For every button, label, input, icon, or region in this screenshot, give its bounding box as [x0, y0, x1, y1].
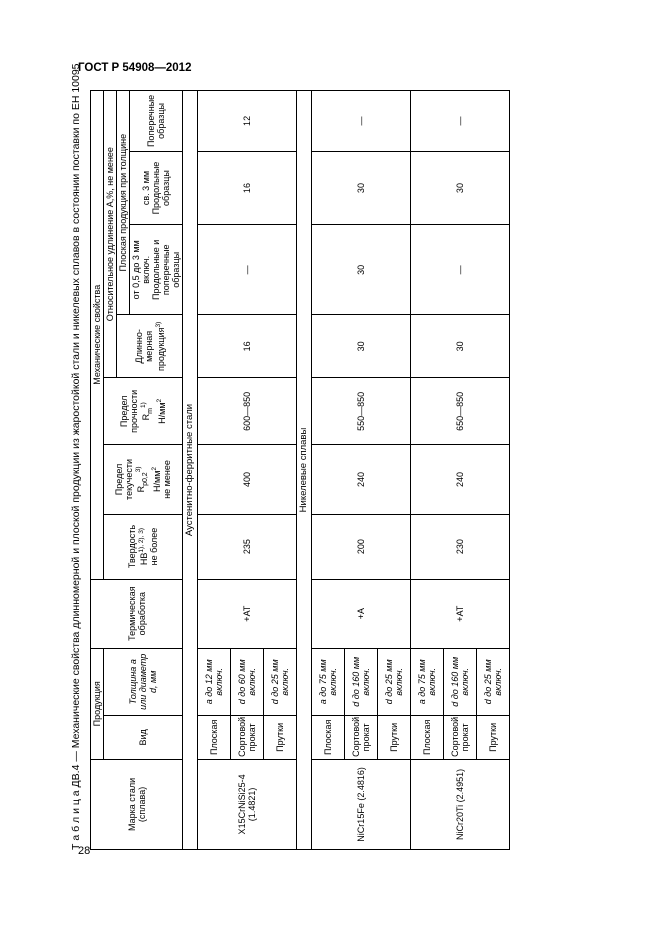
section-title: Аустенитно-ферритные стали	[183, 91, 198, 850]
table-row	[411, 91, 444, 850]
kind-cell: Плоская	[411, 715, 444, 759]
col-heat: Термическая обработка	[91, 579, 183, 648]
hardness-cell: 200	[312, 514, 411, 579]
kind-cell: Сортовой прокат	[444, 715, 477, 759]
section-title: Никелевые сплавы	[297, 91, 312, 850]
yield-subscript: p0,2	[141, 472, 149, 486]
long-elongation-cell: 16	[198, 315, 297, 378]
col-t2-transverse: Поперечные образцы	[130, 91, 183, 152]
long-elongation-cell: 30	[411, 315, 510, 378]
kind-cell: Сортовой прокат	[231, 715, 264, 759]
yield-cell: 400	[198, 445, 297, 514]
col-flat-product: Плоская продукция при толщине	[117, 91, 130, 315]
tensile-label: Предел прочности R	[118, 389, 151, 433]
kind-cell: Прутки	[264, 715, 297, 759]
col-product: Продукция	[91, 648, 104, 759]
page-number: 28	[78, 845, 91, 857]
col-hardness	[104, 514, 183, 579]
flat-t1-cell: —	[411, 225, 510, 315]
long-elongation-cell: 30	[312, 315, 411, 378]
thickness-cell: a до 12 мм включ.	[198, 648, 231, 715]
standard-header: ГОСТ Р 54908—2012	[78, 62, 192, 74]
flat-transverse-cell: 12	[198, 91, 297, 152]
yield-unit: Н/мм	[152, 470, 163, 492]
yield-cell: 240	[312, 445, 411, 514]
flat-longitudinal-cell: 30	[312, 151, 411, 224]
hardness-label: Твердость HB	[127, 524, 149, 569]
yield-tail: не менее	[162, 460, 173, 499]
kind-cell: Сортовой прокат	[345, 715, 378, 759]
col-t2-longitudinal	[130, 151, 183, 224]
thickness-cell: d до 60 мм включ.	[231, 648, 264, 715]
table-row	[312, 91, 345, 850]
tensile-cell: 550—850	[312, 378, 411, 445]
t1-direction: Продольные и поперечные образцы	[151, 239, 181, 300]
col-kind: Вид	[104, 715, 183, 759]
col-tensile: Предел прочности $R_m^{1)}$ $Н/мм^2$	[104, 378, 183, 445]
table-row	[198, 91, 231, 850]
flat-longitudinal-cell: 30	[411, 151, 510, 224]
yield-footnote: 3)	[134, 466, 142, 473]
kind-cell: Плоская	[312, 715, 345, 759]
flat-transverse-cell: —	[312, 91, 411, 152]
tensile-subscript: m	[146, 408, 154, 414]
t1-label: от 0,5 до 3 мм включ.	[131, 240, 151, 300]
hardness-footnote: 1), 2), 3)	[138, 528, 145, 553]
col-mech: Механические свойства	[91, 91, 104, 580]
table-body	[183, 91, 510, 850]
long-product-label: Длинно-мерная продукция	[133, 327, 166, 371]
thickness-cell: d до 25 мм включ.	[378, 648, 411, 715]
yield-label: Предел текучести R	[113, 459, 146, 500]
heat-treatment-cell: +A	[312, 579, 411, 648]
thickness-cell: d до 25 мм включ.	[264, 648, 297, 715]
long-product-footnote: 3)	[154, 321, 162, 328]
flat-transverse-cell: —	[411, 91, 510, 152]
flat-t1-cell: 30	[312, 225, 411, 315]
heat-treatment-cell: +AT	[198, 579, 297, 648]
t2-longitudinal: Продольные образцы	[151, 161, 171, 215]
yield-cell: 240	[411, 445, 510, 514]
col-grade: Марка стали (сплава)	[91, 759, 183, 849]
tensile-unit: Н/мм	[157, 402, 168, 424]
thickness-cell: d до 160 мм включ.	[444, 648, 477, 715]
grade-cell: X15CrNiSi25-4 (1.4821)	[198, 759, 297, 849]
flat-longitudinal-cell: 16	[198, 151, 297, 224]
thickness-cell: d до 160 мм включ.	[345, 648, 378, 715]
section-row	[297, 91, 312, 850]
col-thickness: Толщина a или диаметр d, мм	[104, 648, 183, 715]
col-long-product	[117, 315, 183, 378]
tensile-cell: 650—850	[411, 378, 510, 445]
col-yield: Предел текучести $R_{p0,2}^{3)}$ $Н/мм^2$ не менее	[104, 445, 183, 514]
tensile-cell: 600—850	[198, 378, 297, 445]
hardness-cell: 235	[198, 514, 297, 579]
section-row	[183, 91, 198, 850]
tensile-footnote: 1)	[139, 402, 147, 409]
flat-t1-cell: —	[198, 225, 297, 315]
thickness-cell: a до 75 мм включ.	[312, 648, 345, 715]
t2-label: св. 3 мм	[141, 170, 151, 206]
heat-treatment-cell: +AT	[411, 579, 510, 648]
hardness-cell: 230	[411, 514, 510, 579]
mechanical-properties-table	[90, 90, 510, 850]
table-caption: Т а б л и ц а ДВ.4 — Механические свойства длинномерной и плоской продукции из жаростойкой стали и никелевых сплавов в состоянии поставки по ЕН 10095	[70, 63, 82, 850]
grade-cell: NiCr20Ti (2.4951)	[411, 759, 510, 849]
kind-cell: Плоская	[198, 715, 231, 759]
col-t1	[130, 225, 183, 315]
thickness-cell: d до 25 мм включ.	[477, 648, 510, 715]
grade-cell: NiCr15Fe (2.4816)	[312, 759, 411, 849]
thickness-cell: a до 75 мм включ.	[411, 648, 444, 715]
hardness-tail: не более	[149, 527, 159, 566]
kind-cell: Прутки	[477, 715, 510, 759]
kind-cell: Прутки	[378, 715, 411, 759]
col-elongation: Относительное удлинение A,%, не менее	[104, 91, 117, 378]
